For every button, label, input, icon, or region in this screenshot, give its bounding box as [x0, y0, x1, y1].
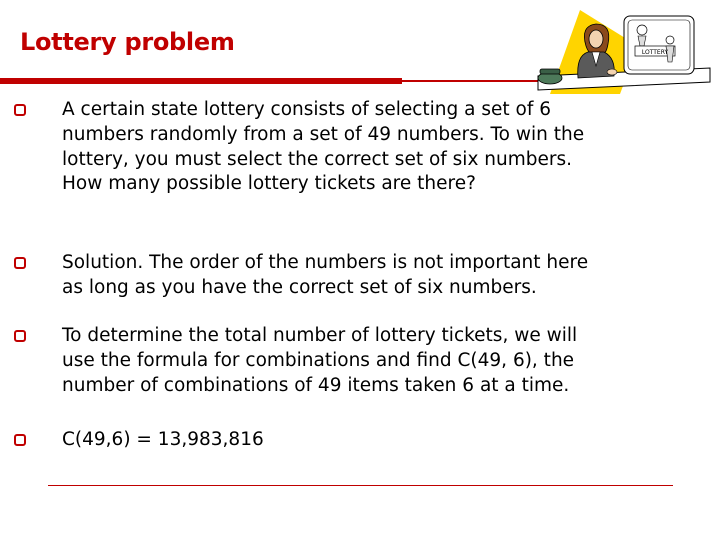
bullet-text: Solution. The order of the numbers is not important here as long as you have the correct set of six numbers.	[62, 252, 589, 298]
bullet-text: To determine the total number of lottery tickets, we will use the formula for combinations and find C(49, 6), the number of combinations of 49 items taken 6 at a time.	[62, 325, 578, 396]
bullet-text: C(49,6) = 13,983,816	[62, 429, 264, 450]
bullet-marker-icon	[14, 330, 26, 342]
bottom-divider	[48, 485, 673, 486]
lottery-sign-label: LOTTERY	[641, 49, 669, 56]
bullet-marker-icon	[14, 104, 26, 116]
bullet-marker-icon	[14, 257, 26, 269]
bullet-text: A certain state lottery consists of selecting a set of 6 numbers randomly from a set of 49 numbers. To win the lottery, you must select the correct set of six numbers. How many possible lottery tickets are there?	[62, 99, 585, 195]
bullet-marker-icon	[14, 434, 26, 446]
slide-title: Lottery problem	[20, 28, 235, 56]
